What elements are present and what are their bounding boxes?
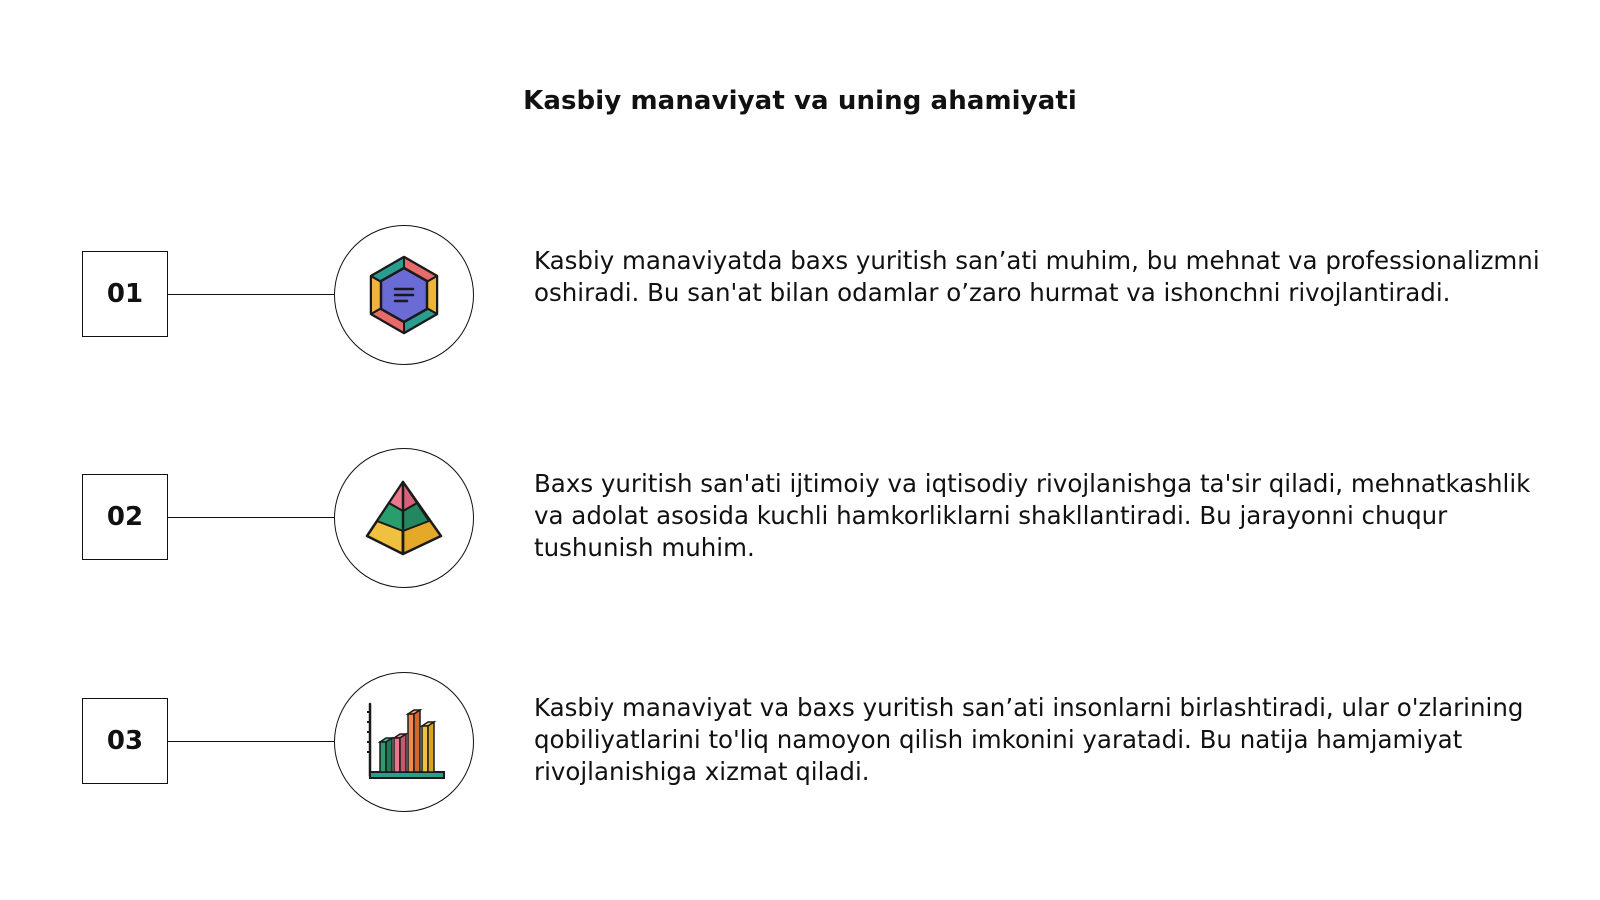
step-number-box: 01 <box>82 251 168 337</box>
bar-chart-icon <box>362 700 446 784</box>
connector-line <box>168 741 334 742</box>
hexagon-icon <box>366 254 442 336</box>
list-item-3 <box>0 672 1600 812</box>
step-number-box: 02 <box>82 474 168 560</box>
list-item-2 <box>0 448 1600 588</box>
item-description: Kasbiy manaviyat va baxs yuritish san’ati insonlarni birlashtiradi, ular o'zlarining qobiliyatlarini to'liq namoyon qilish imkonini yaratadi. Bu natija hamjamiyat rivojlanishiga xizmat qiladi. <box>534 693 1524 786</box>
icon-circle <box>334 225 474 365</box>
item-description: Baxs yuritish san'ati ijtimoiy va iqtisodiy rivojlanishga ta'sir qiladi, mehnatkashlik va adolat asosida kuchli hamkorliklarni shakllantiradi. Bu jarayonni chuqur tushunish muhim. <box>534 469 1531 562</box>
step-number-box: 03 <box>82 698 168 784</box>
list-item-1 <box>0 225 1600 365</box>
item-description: Kasbiy manaviyatda baxs yuritish san’ati muhim, bu mehnat va professionalizmni oshiradi. Bu san'at bilan odamlar o’zaro hurmat va ishonchni rivojlantiradi. <box>534 246 1540 307</box>
icon-circle <box>334 672 474 812</box>
pyramid-icon <box>363 478 445 558</box>
connector-line <box>168 517 334 518</box>
icon-circle <box>334 448 474 588</box>
page-title: Kasbiy manaviyat va uning ahamiyati <box>523 86 1077 116</box>
connector-line <box>168 294 334 295</box>
